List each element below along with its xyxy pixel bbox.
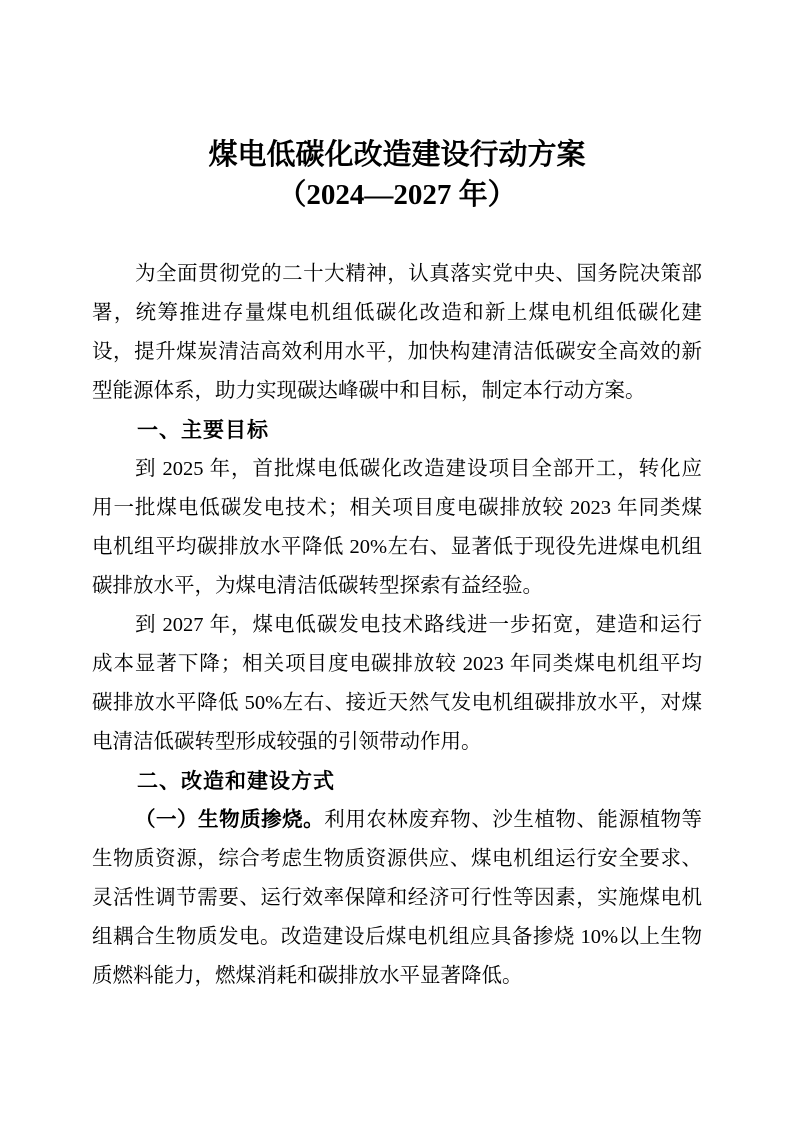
text-line: 型能源体系，助力实现碳达峰碳中和目标，制定本行动方案。 bbox=[92, 380, 646, 402]
doc-body bbox=[92, 255, 702, 996]
biomass-paragraph bbox=[92, 801, 702, 996]
section-heading-main-goals: 一、主要目标 bbox=[137, 419, 269, 442]
doc-title: 煤电低碳化改造建设行动方案 bbox=[208, 139, 586, 171]
text-line: 质燃料能力，燃煤消耗和碳排放水平显著降低。 bbox=[92, 965, 523, 987]
text-line: 署，统筹推进存量煤电机组低碳化改造和新上煤电机组低碳化建 bbox=[92, 302, 702, 324]
text-line: 碳排放水平，为煤电清洁低碳转型探索有益经验。 bbox=[92, 575, 543, 597]
text-line: 到 2025 年，首批煤电低碳化改造建设项目全部开工，转化应 bbox=[135, 458, 702, 480]
text-line: 电清洁低碳转型形成较强的引领带动作用。 bbox=[92, 731, 482, 753]
goal-2025-paragraph bbox=[92, 450, 702, 606]
text-line: 组耦合生物质发电。改造建设后煤电机组应具备掺烧 10%以上生物 bbox=[92, 926, 702, 948]
text-line: 用一批煤电低碳发电技术；相关项目度电碳排放较 2023 年同类煤 bbox=[92, 497, 702, 519]
text-line: 为全面贯彻党的二十大精神，认真落实党中央、国务院决策部 bbox=[135, 263, 702, 285]
text-line: 灵活性调节需要、运行效率保障和经济可行性等因素，实施煤电机 bbox=[92, 887, 702, 909]
text-line: 设，提升煤炭清洁高效利用水平，加快构建清洁低碳安全高效的新 bbox=[92, 341, 702, 363]
text-line: 生物质资源，综合考虑生物质资源供应、煤电机组运行安全要求、 bbox=[92, 848, 702, 870]
text-line: 电机组平均碳排放水平降低 20%左右、显著低于现役先进煤电机组 bbox=[92, 536, 702, 558]
text-run: 利用农林废弃物、沙生植物、能源植物等 bbox=[324, 809, 703, 831]
section-heading-methods: 二、改造和建设方式 bbox=[137, 770, 335, 793]
text-line: 到 2027 年，煤电低碳发电技术路线进一步拓宽，建造和运行 bbox=[135, 614, 702, 636]
intro-paragraph bbox=[92, 255, 702, 411]
doc-title-block bbox=[92, 135, 702, 215]
text-line bbox=[92, 801, 702, 840]
biomass-bold-lead: （一）生物质掺烧。 bbox=[135, 809, 325, 831]
text-line: 成本显著下降；相关项目度电碳排放较 2023 年同类煤电机组平均 bbox=[92, 653, 702, 675]
text-line: 碳排放水平降低 50%左右、接近天然气发电机组碳排放水平，对煤 bbox=[92, 692, 702, 714]
goal-2027-paragraph bbox=[92, 606, 702, 762]
doc-subtitle: （2024—2027 年） bbox=[277, 179, 517, 211]
